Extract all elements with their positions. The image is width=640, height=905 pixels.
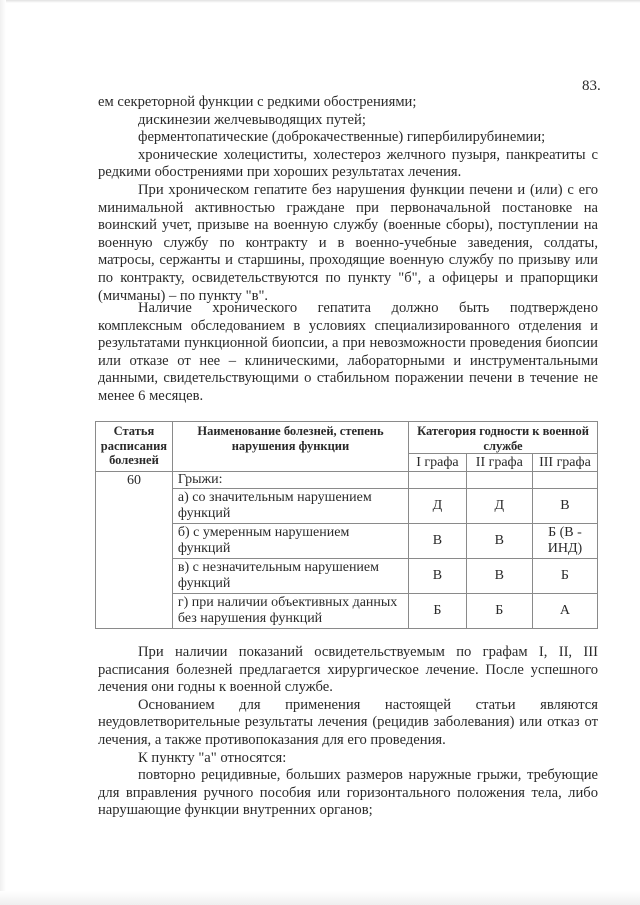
hepatitis-rule-paragraph: При хроническом гепатите без нарушения функции печени и (или) с его минимальной активностью граждане при первоначальной постановке на воинский учет, призыве на военную службу (военные сборы), поступлении на военную службу по контракту и в военно-учебные заведения, солдаты, матросы, сержанты и старшины, проходящие военную службу по призыву или по контракту, освидетельствуются по пункту "б", а офицеры и прапорщики (мичманы) – по пункту "в". [98, 182, 598, 304]
hepatitis-confirmation-paragraph: Наличие хронического гепатита должно быть подтверждено комплексным обследованием в условиях специализированного отделения и результатами пункционной биопсии, а при невозможности проведения биопсии или отказе от нее – клиническими, лабораторными и инструментальными данными, свидетельствующими о стабильном поражении печени в течение не менее 6 месяцев. [98, 300, 598, 404]
row-graph-1: Д [409, 489, 467, 524]
row-graph-3: А [532, 594, 597, 629]
header-article: Статья расписания болезней [96, 422, 173, 472]
row-disease-name: г) при наличии объективных данных без нарушения функций [172, 594, 408, 629]
article-number: 60 [96, 472, 173, 629]
row-graph-2: Б [466, 594, 532, 629]
scan-edge-left [0, 0, 6, 905]
header-graph-2: II графа [466, 454, 532, 472]
empty-cell [466, 472, 532, 489]
scan-edge-top [0, 0, 640, 3]
row-graph-2: В [466, 524, 532, 559]
intro-line: дискинезии желчевыводящих путей; [138, 111, 366, 128]
header-fitness-category: Категория годности к военной службе [409, 422, 598, 454]
surgery-paragraph: При наличии показаний освидетельствуемым по графам I, II, III расписания болезней предлагается хирургическое лечение. После успешного лечения они годны к военной службе. [98, 644, 598, 696]
hepatitis-rule-section [98, 182, 598, 305]
page-number: 83. [582, 78, 601, 94]
row-graph-2: В [466, 559, 532, 594]
row-graph-2: Д [466, 489, 532, 524]
point-a-heading: К пункту "а" относятся: [138, 749, 287, 766]
empty-cell [532, 472, 597, 489]
row-graph-1: В [409, 559, 467, 594]
empty-cell [409, 472, 467, 489]
row-disease-name: а) со значительным нарушением функций [172, 489, 408, 524]
table-row-group [96, 472, 598, 489]
post-table-section [98, 644, 598, 820]
point-a-item: повторно рецидивные, больших размеров наружные грыжи, требующие для вправления ручного пособия или горизонтального положения тела, либо нарушающие функции внутренних органов; [98, 767, 598, 819]
table-header-row [96, 422, 598, 454]
header-graph-1: I графа [409, 454, 467, 472]
group-title: Грыжи: [172, 472, 408, 489]
row-disease-name: в) с незначительным нарушением функций [172, 559, 408, 594]
row-graph-3: В [532, 489, 597, 524]
intro-line: ферментопатические (доброкачественные) гипербилирубинемии; [138, 129, 546, 146]
scan-edge-bottom [0, 891, 640, 905]
row-graph-3: Б [532, 559, 597, 594]
intro-line: хронические холециститы, холестероз желчного пузыря, панкреатиты с редкими обострениями при хороших результатах лечения. [98, 146, 598, 181]
intro-list [98, 94, 598, 182]
hepatitis-confirmation-section [98, 300, 598, 406]
row-graph-1: Б [409, 594, 467, 629]
header-graph-3: III графа [532, 454, 597, 472]
fitness-category-table [95, 421, 598, 629]
basis-paragraph: Основанием для применения настоящей статьи являются неудовлетворительные результаты лечения (рецидив заболевания) или отказ от лечения, а также противопоказания для его проведения. [98, 696, 598, 748]
header-disease-name: Наименование болезней, степень нарушения функции [172, 422, 408, 472]
intro-line-continuation: ем секреторной функции с редкими обострениями; [98, 94, 417, 110]
row-disease-name: б) с умеренным нарушением функций [172, 524, 408, 559]
row-graph-3: Б (В - ИНД) [532, 524, 597, 559]
row-graph-1: В [409, 524, 467, 559]
